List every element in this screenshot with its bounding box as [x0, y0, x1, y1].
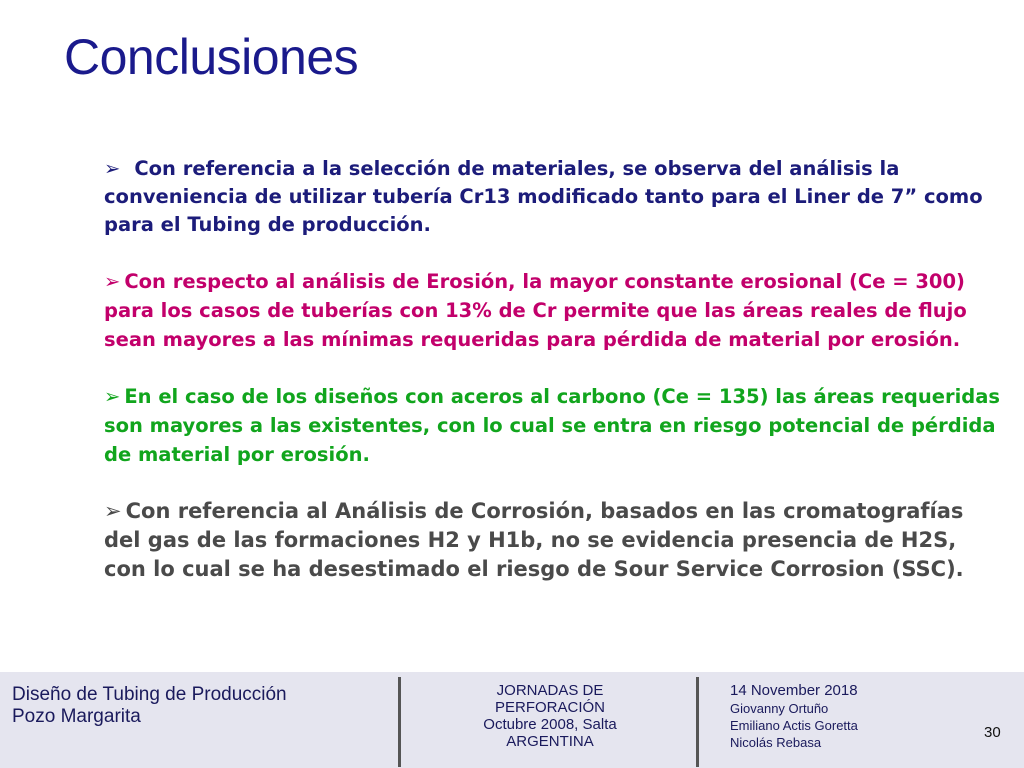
- footer-event: [405, 682, 695, 750]
- bullet-text: En el caso de los diseños con aceros al carbono (Ce = 135) las áreas requeridas son mayores a las existentes, con lo cual se entra en riesgo potencial de pérdida de material por erosión.: [104, 385, 1001, 466]
- bullet-text: Con referencia a la selección de materiales, se observa del análisis la conveniencia de utilizar tubería Cr13 modificado tanto para el Liner de 7” como para el Tubing de producción.: [104, 157, 983, 236]
- slide-footer: [0, 672, 1024, 768]
- arrow-bullet-icon: ➢: [104, 157, 121, 180]
- arrow-bullet-icon: ➢: [104, 270, 121, 293]
- footer-title-line: Diseño de Tubing de Producción: [12, 684, 287, 705]
- bullet-text: Con respecto al análisis de Erosión, la mayor constante erosional (Ce = 300) para los casos de tuberías con 13% de Cr permite que las áreas reales de flujo sean mayores a las mínimas requeridas para pérdida de material por erosión.: [104, 270, 967, 351]
- bullet-list: [104, 155, 1004, 612]
- arrow-bullet-icon: ➢: [104, 499, 122, 523]
- bullet-item: [104, 497, 1004, 584]
- footer-event-line: JORNADAS DE: [496, 682, 604, 699]
- footer-divider: [696, 677, 699, 767]
- footer-event-line: PERFORACIÓN: [494, 699, 605, 716]
- footer-event-line: ARGENTINA: [506, 733, 594, 750]
- footer-author: Emiliano Actis Goretta: [730, 718, 858, 733]
- footer-date-authors: [730, 682, 858, 751]
- footer-divider: [398, 677, 401, 767]
- bullet-item: [104, 155, 1004, 239]
- footer-event-line: Octubre 2008, Salta: [483, 716, 617, 733]
- footer-author: Giovanny Ortuño: [730, 701, 829, 716]
- bullet-text: Con referencia al Análisis de Corrosión, basados en las cromatografías del gas de las formaciones H2 y H1b, no se evidencia presencia de H2S, con lo cual se ha desestimado el riesgo de Sour Service Corrosion (SSC).: [104, 499, 964, 581]
- page-number: 30: [984, 724, 1001, 741]
- footer-author: Nicolás Rebasa: [730, 735, 822, 750]
- arrow-bullet-icon: ➢: [104, 385, 121, 408]
- bullet-item: [104, 267, 1004, 354]
- slide-title: Conclusiones: [64, 29, 359, 85]
- footer-presentation-title: [12, 684, 287, 728]
- footer-title-line: Pozo Margarita: [12, 706, 141, 727]
- footer-date: 14 November 2018: [730, 682, 858, 699]
- bullet-item: [104, 382, 1004, 469]
